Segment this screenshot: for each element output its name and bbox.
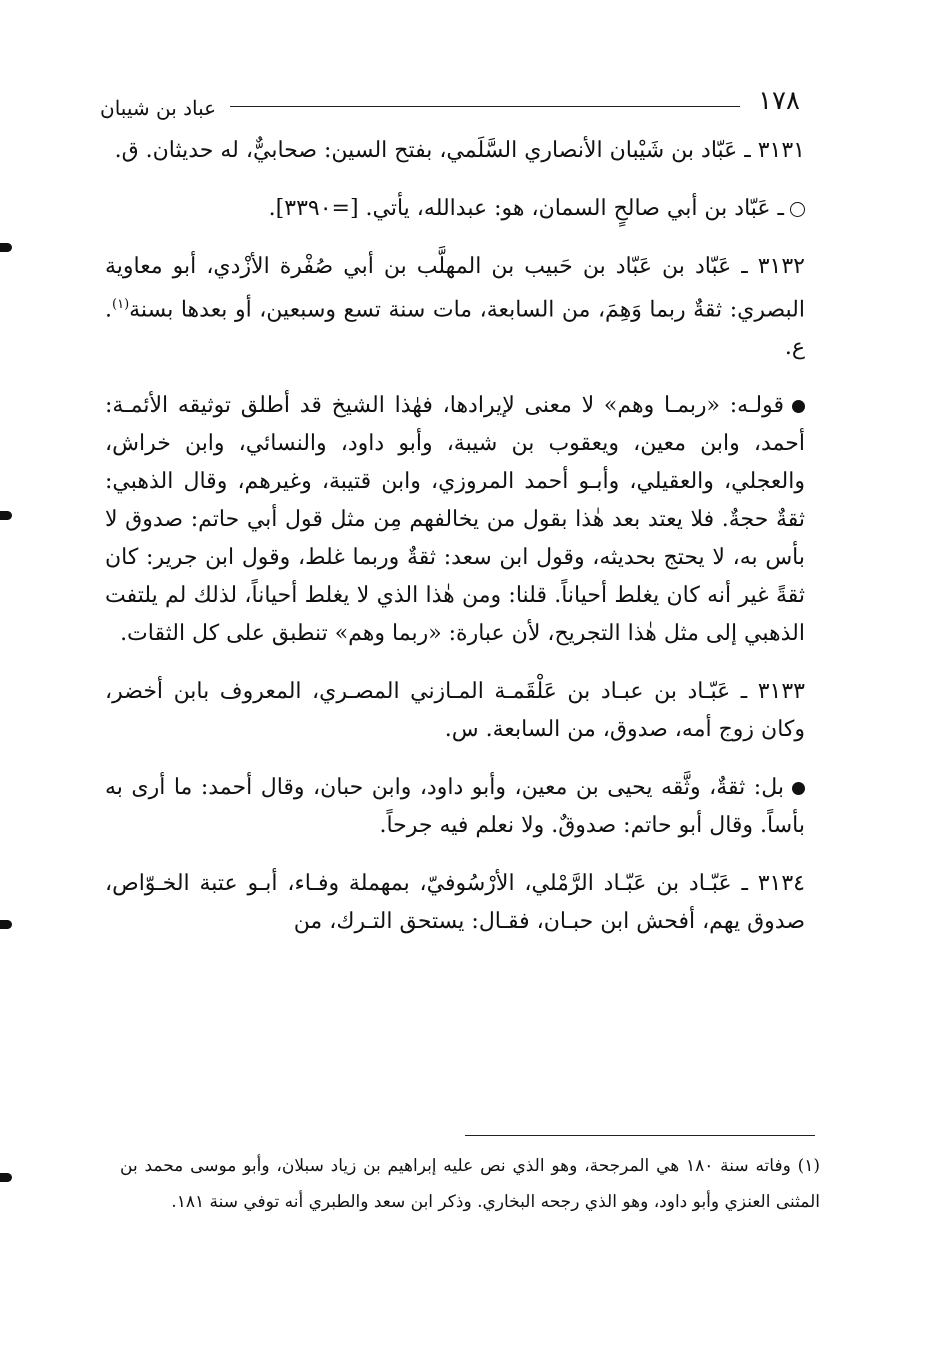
footnote [120, 1148, 820, 1220]
entry-text: ـ عَبّاد بن أبي صالحٍ السمان، هو: عبدالله، يأتي. [=٣٣٩٠]. [268, 196, 784, 221]
entry-3133 [105, 673, 805, 749]
margin-mark [0, 920, 12, 929]
page-header [100, 82, 800, 122]
footnote-rule [465, 1135, 815, 1136]
commentary-3132 [105, 387, 805, 653]
entry-tail: . ع. [105, 297, 805, 361]
entry-text: ٣١٣٢ ـ عَبّاد بن عَبّاد بن حَبيب بن المهلَّب بن أبي صُفْرة الأزْدي، أبو معاوية البصري: ثقةٌ ربما وَهِمَ، من السابعة، مات سنة تسع وسبعين، أو بعدها بسنة [105, 254, 805, 323]
entry-text: ٣١٣١ ـ عَبّاد بن شَيْبان الأنصاري السَّلَمي، بفتح السين: صحابيٌّ، له حديثان. ق. [114, 138, 805, 163]
commentary-text: بل: ثقةٌ، وثَّقه يحيى بن معين، وأبو داود، وابن حبان، وقال أحمد: ما أرى به بأساً. وقال أبو حاتم: صدوقٌ. ولا نعلم فيه جرحاً. [105, 775, 805, 839]
commentary-text: قولـه: «ربمـا وهم» لا معنى لإيرادها، فهٰذا الشيخ قد أطلق توثيقه الأئمـة: أحمد، وابن معين، ويعقوب بن شيبة، وأبو داود، والنسائي، وابن خراش، والعجلي، والعقيلي، وأبـو أحمد المروزي، وابن قتيبة، وغيرهم، وقال الذهبي: ثقةٌ حجةٌ. فلا يعتد بعد هٰذا بقول من يخالفهم مِن مثل قول أبي حاتم: صدوق لا بأس به، لا يحتج بحديثه، وقول ابن سعد: ثقةٌ وربما غلط، وقول ابن جرير: كان ثقةً غير أنه كان يغلط أحياناً. قلنا: ومن هٰذا الذي لا يغلط أحياناً، لذلك لم يلتفت الذهبي إلى مثل هٰذا التجريح، لأن عبارة: «ربما وهم» تنطبق على كل الثقات. [105, 393, 806, 647]
entry-text: ٣١٣٤ ـ عَبّـاد بن عَبّـاد الرَّمْلي، الأرْسُوفيّ، بمهملة وفـاء، أبـو عتبة الخـوّاص، صدوق يهم، أفحش ابن حبـان، فقـال: يستحق التـرك، من [105, 871, 805, 935]
page-body [105, 132, 805, 961]
entry-3134 [105, 865, 805, 941]
entry-3132 [105, 248, 805, 367]
entry-3131 [105, 132, 805, 170]
margin-mark [0, 243, 12, 252]
footnote-reference[interactable]: (١) [112, 297, 130, 312]
margin-mark [0, 511, 12, 520]
hollow-circle-icon [790, 202, 805, 217]
running-head: عباد بن شيبان [100, 96, 217, 120]
header-rule [230, 106, 740, 107]
footnote-text: (١) وفاته سنة ١٨٠ هي المرجحة، وهو الذي نص عليه إبراهيم بن زياد سبلان، وأبو موسى محمد بن المثنى العنزي وأبو داود، وهو الذي رجحه البخاري. وذكر ابن سعد والطبري أنه توفي سنة ١٨١. [120, 1156, 820, 1212]
margin-mark [0, 1173, 12, 1182]
bullet-icon [792, 400, 805, 413]
entry-text: ٣١٣٣ ـ عَبّـاد بن عبـاد بن عَلْقَمـة المـازني المصـري، المعروف بابن أخضر، وكان زوج أمه، صدوق، من السابعة. س. [105, 679, 805, 743]
commentary-3133 [105, 769, 805, 845]
page-number: ١٧٨ [758, 86, 800, 116]
cross-reference-entry [105, 190, 805, 228]
bullet-icon [792, 782, 805, 795]
